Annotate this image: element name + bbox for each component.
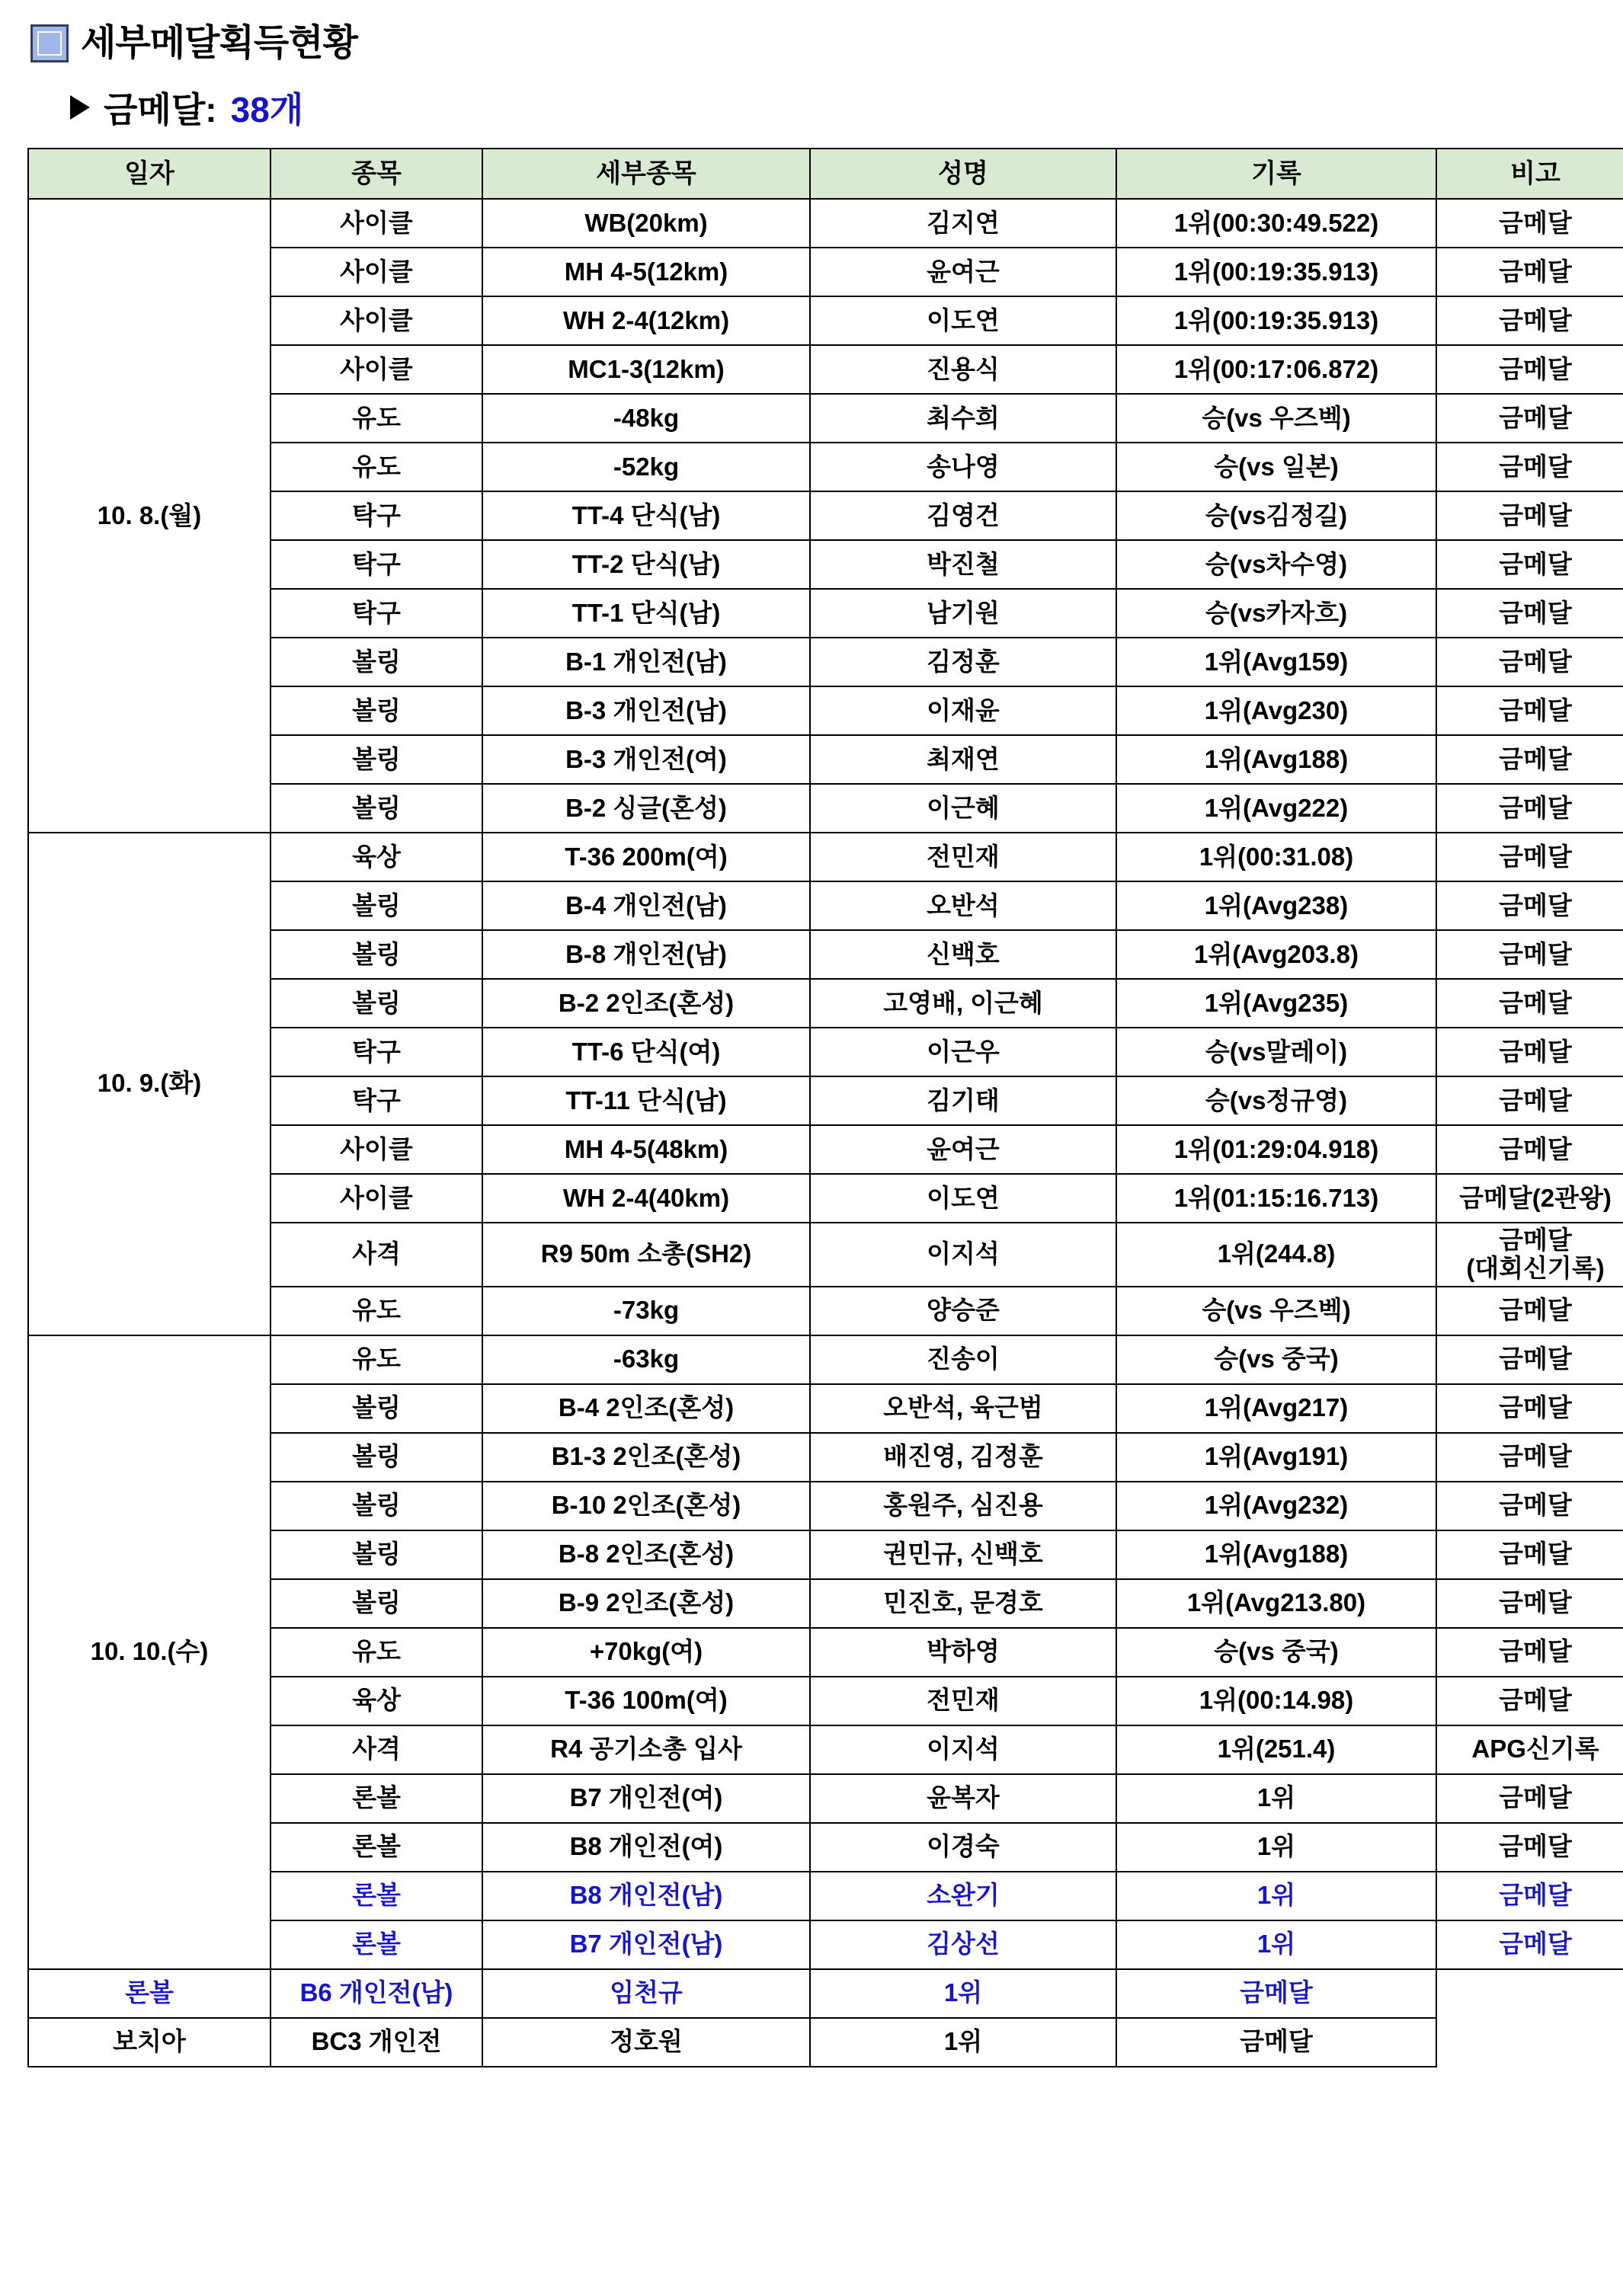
cell-note: 금메달 bbox=[1436, 784, 1623, 833]
cell-event: B8 개인전(남) bbox=[482, 1872, 810, 1920]
cell-sport: 볼링 bbox=[270, 1433, 482, 1482]
square-marker-icon bbox=[30, 24, 69, 62]
cell-record: 승(vs정규영) bbox=[1116, 1076, 1436, 1125]
cell-name: 송나영 bbox=[810, 443, 1116, 491]
table-header bbox=[28, 149, 1623, 199]
cell-name: 권민규, 신백호 bbox=[810, 1530, 1116, 1579]
cell-sport: 유도 bbox=[270, 1287, 482, 1335]
cell-note: APG신기록 bbox=[1436, 1725, 1623, 1774]
cell-record: 1위(01:15:16.713) bbox=[1116, 1174, 1436, 1223]
medal-detail-table bbox=[27, 148, 1623, 2067]
cell-date: 10. 9.(화) bbox=[28, 833, 270, 1335]
cell-record: 1위(00:14.98) bbox=[1116, 1677, 1436, 1725]
cell-record: 승(vs말레이) bbox=[1116, 1028, 1436, 1076]
cell-event: B-9 2인조(혼성) bbox=[482, 1579, 810, 1628]
cell-record: 1위(Avg238) bbox=[1116, 881, 1436, 930]
cell-record: 1위(Avg203.8) bbox=[1116, 930, 1436, 979]
cell-name: 윤여근 bbox=[810, 248, 1116, 296]
cell-event: BC3 개인전 bbox=[270, 2018, 482, 2067]
cell-name: 김지연 bbox=[810, 199, 1116, 248]
cell-event: MH 4-5(48km) bbox=[482, 1125, 810, 1174]
cell-name: 이경숙 bbox=[810, 1823, 1116, 1872]
cell-sport: 유도 bbox=[270, 394, 482, 443]
cell-sport: 육상 bbox=[270, 833, 482, 881]
cell-name: 박진철 bbox=[810, 540, 1116, 589]
cell-name: 진송이 bbox=[810, 1335, 1116, 1384]
cell-note: 금메달 bbox=[1436, 345, 1623, 394]
column-header-event: 세부종목 bbox=[482, 149, 810, 199]
cell-sport: 보치아 bbox=[28, 2018, 270, 2067]
cell-sport: 사이클 bbox=[270, 1125, 482, 1174]
cell-name: 전민재 bbox=[810, 833, 1116, 881]
cell-event: B-3 개인전(여) bbox=[482, 735, 810, 784]
cell-record: 승(vs차수영) bbox=[1116, 540, 1436, 589]
gold-medal-count: 38개 bbox=[230, 90, 304, 130]
cell-record: 1위(00:17:06.872) bbox=[1116, 345, 1436, 394]
cell-name: 고영배, 이근혜 bbox=[810, 979, 1116, 1028]
column-header-sport: 종목 bbox=[270, 149, 482, 199]
cell-record: 1위(00:31.08) bbox=[1116, 833, 1436, 881]
cell-name: 남기원 bbox=[810, 589, 1116, 638]
cell-name: 오반석, 육근범 bbox=[810, 1384, 1116, 1433]
cell-event: B-3 개인전(남) bbox=[482, 686, 810, 735]
cell-note: 금메달 bbox=[1436, 296, 1623, 345]
cell-event: -48kg bbox=[482, 394, 810, 443]
cell-name: 민진호, 문경호 bbox=[810, 1579, 1116, 1628]
cell-note: 금메달 bbox=[1436, 735, 1623, 784]
cell-note: 금메달 bbox=[1436, 1823, 1623, 1872]
cell-name: 이지석 bbox=[810, 1223, 1116, 1287]
cell-note: 금메달 bbox=[1436, 199, 1623, 248]
cell-record: 1위(Avg232) bbox=[1116, 1482, 1436, 1530]
cell-name: 최수희 bbox=[810, 394, 1116, 443]
cell-record: 1위(Avg213.80) bbox=[1116, 1579, 1436, 1628]
cell-event: B-8 2인조(혼성) bbox=[482, 1530, 810, 1579]
cell-record: 1위 bbox=[1116, 1774, 1436, 1823]
cell-note: 금메달 bbox=[1436, 881, 1623, 930]
cell-sport: 탁구 bbox=[270, 491, 482, 540]
page-title: 세부메달획득현황 bbox=[81, 23, 357, 63]
cell-name: 홍원주, 심진용 bbox=[810, 1482, 1116, 1530]
table-body bbox=[28, 199, 1623, 2067]
cell-name: 김정훈 bbox=[810, 638, 1116, 686]
column-header-note: 비고 bbox=[1436, 149, 1623, 199]
cell-name: 윤여근 bbox=[810, 1125, 1116, 1174]
cell-event: B-1 개인전(남) bbox=[482, 638, 810, 686]
cell-note: 금메달 (대회신기록) bbox=[1436, 1223, 1623, 1287]
cell-name: 배진영, 김정훈 bbox=[810, 1433, 1116, 1482]
cell-note: 금메달 bbox=[1436, 1076, 1623, 1125]
table-row bbox=[28, 1969, 1623, 2018]
cell-event: B-2 싱글(혼성) bbox=[482, 784, 810, 833]
cell-name: 이지석 bbox=[810, 1725, 1116, 1774]
cell-name: 김기태 bbox=[810, 1076, 1116, 1125]
cell-note: 금메달 bbox=[1436, 1028, 1623, 1076]
cell-note: 금메달 bbox=[1436, 1125, 1623, 1174]
cell-record: 1위(Avg191) bbox=[1116, 1433, 1436, 1482]
cell-date: 10. 8.(월) bbox=[28, 199, 270, 833]
cell-sport: 볼링 bbox=[270, 1579, 482, 1628]
cell-event: B7 개인전(여) bbox=[482, 1774, 810, 1823]
cell-sport: 론볼 bbox=[28, 1969, 270, 2018]
cell-sport: 유도 bbox=[270, 1628, 482, 1677]
table-row bbox=[28, 2018, 1623, 2067]
cell-sport: 론볼 bbox=[270, 1774, 482, 1823]
cell-note: 금메달(2관왕) bbox=[1436, 1174, 1623, 1223]
cell-sport: 사격 bbox=[270, 1725, 482, 1774]
cell-record: 1위(Avg222) bbox=[1116, 784, 1436, 833]
cell-note: 금메달 bbox=[1116, 2018, 1436, 2067]
cell-note: 금메달 bbox=[1436, 1433, 1623, 1482]
cell-note: 금메달 bbox=[1436, 930, 1623, 979]
cell-event: -52kg bbox=[482, 443, 810, 491]
subtitle-row bbox=[70, 82, 1596, 133]
cell-note: 금메달 bbox=[1436, 1920, 1623, 1969]
cell-name: 오반석 bbox=[810, 881, 1116, 930]
cell-note: 금메달 bbox=[1436, 686, 1623, 735]
column-header-record: 기록 bbox=[1116, 149, 1436, 199]
cell-event: B6 개인전(남) bbox=[270, 1969, 482, 2018]
cell-record: 1위(01:29:04.918) bbox=[1116, 1125, 1436, 1174]
cell-sport: 볼링 bbox=[270, 1482, 482, 1530]
cell-record: 1위(251.4) bbox=[1116, 1725, 1436, 1774]
cell-record: 승(vs김정길) bbox=[1116, 491, 1436, 540]
cell-record: 1위(00:30:49.522) bbox=[1116, 199, 1436, 248]
cell-sport: 볼링 bbox=[270, 1530, 482, 1579]
cell-record: 1위(Avg188) bbox=[1116, 1530, 1436, 1579]
cell-record: 1위 bbox=[1116, 1920, 1436, 1969]
cell-name: 이도연 bbox=[810, 296, 1116, 345]
cell-note: 금메달 bbox=[1436, 833, 1623, 881]
cell-name: 이도연 bbox=[810, 1174, 1116, 1223]
cell-record: 1위 bbox=[810, 2018, 1116, 2067]
cell-event: +70kg(여) bbox=[482, 1628, 810, 1677]
cell-date: 10. 10.(수) bbox=[28, 1335, 270, 1969]
cell-sport: 론볼 bbox=[270, 1872, 482, 1920]
cell-sport: 탁구 bbox=[270, 1028, 482, 1076]
cell-event: TT-6 단식(여) bbox=[482, 1028, 810, 1076]
cell-event: R4 공기소총 입사 bbox=[482, 1725, 810, 1774]
cell-name: 박하영 bbox=[810, 1628, 1116, 1677]
cell-note: 금메달 bbox=[1436, 1335, 1623, 1384]
cell-event: B8 개인전(여) bbox=[482, 1823, 810, 1872]
cell-sport: 론볼 bbox=[270, 1823, 482, 1872]
cell-event: B7 개인전(남) bbox=[482, 1920, 810, 1969]
cell-note: 금메달 bbox=[1436, 1482, 1623, 1530]
cell-sport: 사이클 bbox=[270, 199, 482, 248]
triangle-bullet-icon bbox=[70, 95, 90, 120]
gold-medal-label: 금메달: bbox=[104, 90, 217, 130]
cell-sport: 론볼 bbox=[270, 1920, 482, 1969]
cell-note: 금메달 bbox=[1436, 979, 1623, 1028]
cell-event: B-8 개인전(남) bbox=[482, 930, 810, 979]
cell-event: B1-3 2인조(혼성) bbox=[482, 1433, 810, 1482]
cell-record: 승(vs 일본) bbox=[1116, 443, 1436, 491]
cell-record: 1위(Avg217) bbox=[1116, 1384, 1436, 1433]
cell-sport: 볼링 bbox=[270, 1384, 482, 1433]
cell-name: 소완기 bbox=[810, 1872, 1116, 1920]
cell-sport: 사격 bbox=[270, 1223, 482, 1287]
table-row bbox=[28, 199, 1623, 248]
cell-note: 금메달 bbox=[1436, 1579, 1623, 1628]
cell-record: 1위(00:19:35.913) bbox=[1116, 296, 1436, 345]
cell-sport: 유도 bbox=[270, 1335, 482, 1384]
cell-note: 금메달 bbox=[1116, 1969, 1436, 2018]
cell-record: 1위 bbox=[1116, 1823, 1436, 1872]
table-row bbox=[28, 1335, 1623, 1384]
cell-note: 금메달 bbox=[1436, 1677, 1623, 1725]
cell-record: 승(vs 중국) bbox=[1116, 1335, 1436, 1384]
cell-event: WH 2-4(12km) bbox=[482, 296, 810, 345]
cell-record: 1위(Avg235) bbox=[1116, 979, 1436, 1028]
cell-note: 금메달 bbox=[1436, 1530, 1623, 1579]
cell-record: 승(vs카자흐) bbox=[1116, 589, 1436, 638]
cell-sport: 탁구 bbox=[270, 540, 482, 589]
cell-name: 임천규 bbox=[482, 1969, 810, 2018]
table-row bbox=[28, 833, 1623, 881]
cell-sport: 볼링 bbox=[270, 638, 482, 686]
cell-event: TT-2 단식(남) bbox=[482, 540, 810, 589]
cell-sport: 볼링 bbox=[270, 686, 482, 735]
cell-event: T-36 200m(여) bbox=[482, 833, 810, 881]
cell-event: WH 2-4(40km) bbox=[482, 1174, 810, 1223]
cell-note: 금메달 bbox=[1436, 248, 1623, 296]
cell-name: 이근우 bbox=[810, 1028, 1116, 1076]
cell-note: 금메달 bbox=[1436, 394, 1623, 443]
cell-event: B-10 2인조(혼성) bbox=[482, 1482, 810, 1530]
cell-name: 김상선 bbox=[810, 1920, 1116, 1969]
cell-record: 1위(Avg230) bbox=[1116, 686, 1436, 735]
cell-note: 금메달 bbox=[1436, 1872, 1623, 1920]
cell-sport: 탁구 bbox=[270, 1076, 482, 1125]
cell-event: TT-1 단식(남) bbox=[482, 589, 810, 638]
cell-event: T-36 100m(여) bbox=[482, 1677, 810, 1725]
cell-name: 신백호 bbox=[810, 930, 1116, 979]
cell-sport: 볼링 bbox=[270, 979, 482, 1028]
cell-note: 금메달 bbox=[1436, 443, 1623, 491]
cell-name: 진용식 bbox=[810, 345, 1116, 394]
cell-name: 정호원 bbox=[482, 2018, 810, 2067]
cell-event: MC1-3(12km) bbox=[482, 345, 810, 394]
cell-name: 양승준 bbox=[810, 1287, 1116, 1335]
cell-event: MH 4-5(12km) bbox=[482, 248, 810, 296]
cell-sport: 사이클 bbox=[270, 345, 482, 394]
cell-sport: 사이클 bbox=[270, 248, 482, 296]
column-header-name: 성명 bbox=[810, 149, 1116, 199]
cell-record: 승(vs 우즈벡) bbox=[1116, 1287, 1436, 1335]
cell-sport: 볼링 bbox=[270, 735, 482, 784]
cell-record: 1위(00:19:35.913) bbox=[1116, 248, 1436, 296]
cell-record: 1위 bbox=[810, 1969, 1116, 2018]
cell-record: 승(vs 우즈벡) bbox=[1116, 394, 1436, 443]
column-header-date: 일자 bbox=[28, 149, 270, 199]
cell-note: 금메달 bbox=[1436, 1774, 1623, 1823]
cell-note: 금메달 bbox=[1436, 491, 1623, 540]
table-header-row bbox=[28, 149, 1623, 199]
cell-event: B-4 개인전(남) bbox=[482, 881, 810, 930]
cell-event: B-4 2인조(혼성) bbox=[482, 1384, 810, 1433]
cell-event: B-2 2인조(혼성) bbox=[482, 979, 810, 1028]
cell-event: -63kg bbox=[482, 1335, 810, 1384]
cell-record: 1위(244.8) bbox=[1116, 1223, 1436, 1287]
cell-sport: 사이클 bbox=[270, 1174, 482, 1223]
cell-record: 승(vs 중국) bbox=[1116, 1628, 1436, 1677]
cell-sport: 탁구 bbox=[270, 589, 482, 638]
cell-name: 윤복자 bbox=[810, 1774, 1116, 1823]
cell-event: -73kg bbox=[482, 1287, 810, 1335]
cell-sport: 육상 bbox=[270, 1677, 482, 1725]
cell-event: WB(20km) bbox=[482, 199, 810, 248]
cell-event: TT-4 단식(남) bbox=[482, 491, 810, 540]
cell-sport: 볼링 bbox=[270, 930, 482, 979]
cell-sport: 유도 bbox=[270, 443, 482, 491]
page-title-row bbox=[30, 24, 1596, 62]
cell-name: 최재연 bbox=[810, 735, 1116, 784]
cell-name: 이재윤 bbox=[810, 686, 1116, 735]
cell-record: 1위(Avg159) bbox=[1116, 638, 1436, 686]
cell-event: R9 50m 소총(SH2) bbox=[482, 1223, 810, 1287]
cell-record: 1위(Avg188) bbox=[1116, 735, 1436, 784]
cell-note: 금메달 bbox=[1436, 1628, 1623, 1677]
cell-note: 금메달 bbox=[1436, 540, 1623, 589]
cell-name: 김영건 bbox=[810, 491, 1116, 540]
cell-note: 금메달 bbox=[1436, 638, 1623, 686]
cell-name: 전민재 bbox=[810, 1677, 1116, 1725]
cell-sport: 볼링 bbox=[270, 784, 482, 833]
cell-event: TT-11 단식(남) bbox=[482, 1076, 810, 1125]
cell-note: 금메달 bbox=[1436, 589, 1623, 638]
cell-record: 1위 bbox=[1116, 1872, 1436, 1920]
cell-sport: 사이클 bbox=[270, 296, 482, 345]
cell-note: 금메달 bbox=[1436, 1287, 1623, 1335]
cell-note: 금메달 bbox=[1436, 1384, 1623, 1433]
cell-name: 이근혜 bbox=[810, 784, 1116, 833]
cell-sport: 볼링 bbox=[270, 881, 482, 930]
